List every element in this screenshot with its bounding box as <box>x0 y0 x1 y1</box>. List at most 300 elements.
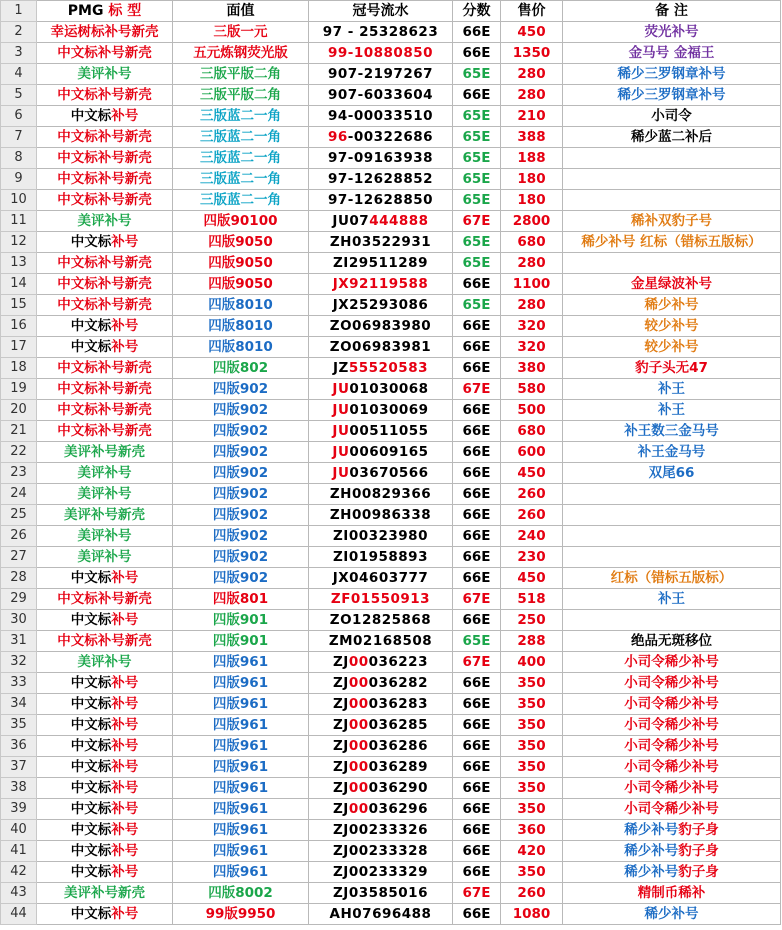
cell-serial[interactable] <box>309 652 453 673</box>
cell-serial[interactable] <box>309 169 453 190</box>
cell-serial[interactable] <box>309 43 453 64</box>
cell-face-value[interactable] <box>173 841 309 862</box>
row-number[interactable]: 39 <box>1 799 37 820</box>
cell-note[interactable] <box>563 757 781 778</box>
cell-price[interactable] <box>501 673 563 694</box>
cell-type[interactable] <box>37 736 173 757</box>
cell-serial[interactable] <box>309 820 453 841</box>
cell-note[interactable] <box>563 169 781 190</box>
cell-note[interactable] <box>563 337 781 358</box>
cell-serial[interactable] <box>309 484 453 505</box>
cell-serial[interactable] <box>309 547 453 568</box>
cell-score[interactable] <box>453 64 501 85</box>
cell-score[interactable] <box>453 295 501 316</box>
cell-score[interactable] <box>453 211 501 232</box>
cell-serial[interactable] <box>309 400 453 421</box>
cell-price[interactable] <box>501 358 563 379</box>
cell-price[interactable] <box>501 883 563 904</box>
row-number[interactable]: 9 <box>1 169 37 190</box>
cell-serial[interactable] <box>309 85 453 106</box>
cell-score[interactable] <box>453 190 501 211</box>
cell-note[interactable] <box>563 841 781 862</box>
cell-type[interactable] <box>37 22 173 43</box>
row-number[interactable]: 4 <box>1 64 37 85</box>
row-number[interactable]: 35 <box>1 715 37 736</box>
cell-type[interactable] <box>37 148 173 169</box>
cell-note[interactable] <box>563 295 781 316</box>
cell-type[interactable] <box>37 232 173 253</box>
cell-face-value[interactable] <box>173 106 309 127</box>
cell-face-value[interactable] <box>173 22 309 43</box>
cell-score[interactable] <box>453 232 501 253</box>
cell-type[interactable] <box>37 547 173 568</box>
row-number[interactable]: 14 <box>1 274 37 295</box>
row-number[interactable]: 36 <box>1 736 37 757</box>
cell-note[interactable] <box>563 274 781 295</box>
cell-type[interactable] <box>37 337 173 358</box>
cell-price[interactable] <box>501 736 563 757</box>
row-number[interactable]: 44 <box>1 904 37 925</box>
cell-score[interactable] <box>453 379 501 400</box>
cell-serial[interactable] <box>309 841 453 862</box>
cell-type[interactable] <box>37 295 173 316</box>
row-number[interactable]: 33 <box>1 673 37 694</box>
cell-type[interactable] <box>37 883 173 904</box>
cell-note[interactable] <box>563 463 781 484</box>
cell-face-value[interactable] <box>173 904 309 925</box>
cell-score[interactable] <box>453 274 501 295</box>
cell-price[interactable] <box>501 211 563 232</box>
row-number[interactable]: 2 <box>1 22 37 43</box>
row-number[interactable]: 3 <box>1 43 37 64</box>
row-number[interactable]: 6 <box>1 106 37 127</box>
row-number[interactable]: 42 <box>1 862 37 883</box>
cell-serial[interactable] <box>309 778 453 799</box>
cell-face-value[interactable] <box>173 631 309 652</box>
cell-price[interactable] <box>501 190 563 211</box>
cell-face-value[interactable] <box>173 715 309 736</box>
cell-face-value[interactable] <box>173 190 309 211</box>
cell-serial[interactable] <box>309 190 453 211</box>
cell-serial[interactable] <box>309 316 453 337</box>
cell-face-value[interactable] <box>173 883 309 904</box>
cell-price[interactable] <box>501 106 563 127</box>
cell-score[interactable] <box>453 421 501 442</box>
cell-price[interactable] <box>501 715 563 736</box>
cell-serial[interactable] <box>309 862 453 883</box>
cell-note[interactable] <box>563 64 781 85</box>
cell-serial[interactable] <box>309 694 453 715</box>
cell-price[interactable] <box>501 127 563 148</box>
cell-note[interactable] <box>563 505 781 526</box>
cell-serial[interactable] <box>309 904 453 925</box>
row-number[interactable]: 27 <box>1 547 37 568</box>
cell-type[interactable] <box>37 85 173 106</box>
cell-price[interactable] <box>501 778 563 799</box>
cell-score[interactable] <box>453 358 501 379</box>
cell-note[interactable] <box>563 484 781 505</box>
row-number[interactable]: 24 <box>1 484 37 505</box>
cell-serial[interactable] <box>309 421 453 442</box>
cell-type[interactable] <box>37 505 173 526</box>
cell-serial[interactable] <box>309 799 453 820</box>
cell-price[interactable] <box>501 631 563 652</box>
cell-serial[interactable] <box>309 64 453 85</box>
cell-note[interactable] <box>563 883 781 904</box>
cell-price[interactable] <box>501 568 563 589</box>
cell-score[interactable] <box>453 736 501 757</box>
row-number[interactable]: 17 <box>1 337 37 358</box>
cell-serial[interactable] <box>309 463 453 484</box>
cell-price[interactable] <box>501 64 563 85</box>
cell-type[interactable] <box>37 43 173 64</box>
cell-type[interactable] <box>37 799 173 820</box>
cell-price[interactable] <box>501 295 563 316</box>
cell-score[interactable] <box>453 694 501 715</box>
cell-face-value[interactable] <box>173 736 309 757</box>
cell-note[interactable] <box>563 211 781 232</box>
row-number[interactable]: 34 <box>1 694 37 715</box>
cell-face-value[interactable] <box>173 484 309 505</box>
cell-note[interactable] <box>563 442 781 463</box>
cell-face-value[interactable] <box>173 778 309 799</box>
cell-note[interactable] <box>563 547 781 568</box>
cell-price[interactable] <box>501 694 563 715</box>
cell-serial[interactable] <box>309 379 453 400</box>
cell-face-value[interactable] <box>173 589 309 610</box>
cell-face-value[interactable] <box>173 547 309 568</box>
cell-score[interactable] <box>453 127 501 148</box>
cell-note[interactable] <box>563 715 781 736</box>
cell-serial[interactable] <box>309 232 453 253</box>
cell-price[interactable] <box>501 589 563 610</box>
cell-score[interactable] <box>453 757 501 778</box>
cell-type[interactable] <box>37 631 173 652</box>
cell-type[interactable] <box>37 610 173 631</box>
row-number[interactable]: 31 <box>1 631 37 652</box>
cell-price[interactable] <box>501 904 563 925</box>
header-serial[interactable]: 冠号流水 <box>309 1 453 22</box>
row-number[interactable]: 18 <box>1 358 37 379</box>
cell-type[interactable] <box>37 484 173 505</box>
header-face-value[interactable]: 面值 <box>173 1 309 22</box>
row-number[interactable]: 19 <box>1 379 37 400</box>
cell-score[interactable] <box>453 484 501 505</box>
cell-note[interactable] <box>563 400 781 421</box>
cell-score[interactable] <box>453 169 501 190</box>
row-number[interactable]: 10 <box>1 190 37 211</box>
cell-score[interactable] <box>453 904 501 925</box>
cell-face-value[interactable] <box>173 274 309 295</box>
cell-note[interactable] <box>563 85 781 106</box>
cell-face-value[interactable] <box>173 400 309 421</box>
row-number[interactable]: 11 <box>1 211 37 232</box>
cell-type[interactable] <box>37 463 173 484</box>
cell-face-value[interactable] <box>173 358 309 379</box>
cell-serial[interactable] <box>309 442 453 463</box>
cell-note[interactable] <box>563 22 781 43</box>
cell-face-value[interactable] <box>173 694 309 715</box>
row-number[interactable]: 26 <box>1 526 37 547</box>
cell-score[interactable] <box>453 148 501 169</box>
row-number[interactable]: 5 <box>1 85 37 106</box>
row-number[interactable]: 12 <box>1 232 37 253</box>
cell-note[interactable] <box>563 589 781 610</box>
cell-serial[interactable] <box>309 148 453 169</box>
cell-note[interactable] <box>563 694 781 715</box>
cell-type[interactable] <box>37 526 173 547</box>
cell-face-value[interactable] <box>173 610 309 631</box>
cell-note[interactable] <box>563 148 781 169</box>
cell-face-value[interactable] <box>173 232 309 253</box>
cell-type[interactable] <box>37 169 173 190</box>
row-number[interactable]: 28 <box>1 568 37 589</box>
cell-score[interactable] <box>453 547 501 568</box>
cell-serial[interactable] <box>309 253 453 274</box>
cell-price[interactable] <box>501 484 563 505</box>
cell-price[interactable] <box>501 421 563 442</box>
cell-price[interactable] <box>501 379 563 400</box>
cell-price[interactable] <box>501 526 563 547</box>
cell-face-value[interactable] <box>173 673 309 694</box>
cell-price[interactable] <box>501 463 563 484</box>
cell-price[interactable] <box>501 862 563 883</box>
cell-type[interactable] <box>37 190 173 211</box>
row-number[interactable]: 41 <box>1 841 37 862</box>
row-number[interactable]: 7 <box>1 127 37 148</box>
cell-serial[interactable] <box>309 589 453 610</box>
cell-note[interactable] <box>563 127 781 148</box>
cell-face-value[interactable] <box>173 85 309 106</box>
cell-serial[interactable] <box>309 568 453 589</box>
cell-note[interactable] <box>563 820 781 841</box>
cell-score[interactable] <box>453 337 501 358</box>
cell-face-value[interactable] <box>173 211 309 232</box>
cell-score[interactable] <box>453 85 501 106</box>
cell-type[interactable] <box>37 211 173 232</box>
cell-face-value[interactable] <box>173 862 309 883</box>
cell-score[interactable] <box>453 568 501 589</box>
cell-note[interactable] <box>563 799 781 820</box>
cell-price[interactable] <box>501 841 563 862</box>
cell-type[interactable] <box>37 904 173 925</box>
cell-face-value[interactable] <box>173 295 309 316</box>
cell-score[interactable] <box>453 799 501 820</box>
cell-note[interactable] <box>563 736 781 757</box>
cell-score[interactable] <box>453 106 501 127</box>
cell-serial[interactable] <box>309 631 453 652</box>
row-number[interactable]: 15 <box>1 295 37 316</box>
cell-type[interactable] <box>37 64 173 85</box>
row-number[interactable]: 23 <box>1 463 37 484</box>
cell-serial[interactable] <box>309 673 453 694</box>
cell-score[interactable] <box>453 862 501 883</box>
cell-type[interactable] <box>37 253 173 274</box>
row-number[interactable]: 13 <box>1 253 37 274</box>
cell-score[interactable] <box>453 820 501 841</box>
cell-serial[interactable] <box>309 505 453 526</box>
cell-price[interactable] <box>501 22 563 43</box>
cell-price[interactable] <box>501 43 563 64</box>
cell-type[interactable] <box>37 862 173 883</box>
cell-type[interactable] <box>37 379 173 400</box>
cell-serial[interactable] <box>309 358 453 379</box>
cell-score[interactable] <box>453 610 501 631</box>
cell-type[interactable] <box>37 400 173 421</box>
cell-type[interactable] <box>37 589 173 610</box>
cell-face-value[interactable] <box>173 757 309 778</box>
cell-serial[interactable] <box>309 526 453 547</box>
cell-note[interactable] <box>563 253 781 274</box>
cell-type[interactable] <box>37 358 173 379</box>
cell-face-value[interactable] <box>173 316 309 337</box>
cell-score[interactable] <box>453 652 501 673</box>
row-number[interactable]: 8 <box>1 148 37 169</box>
cell-serial[interactable] <box>309 715 453 736</box>
cell-note[interactable] <box>563 862 781 883</box>
cell-price[interactable] <box>501 85 563 106</box>
cell-price[interactable] <box>501 820 563 841</box>
cell-serial[interactable] <box>309 211 453 232</box>
row-number[interactable]: 32 <box>1 652 37 673</box>
cell-note[interactable] <box>563 421 781 442</box>
cell-score[interactable] <box>453 883 501 904</box>
cell-price[interactable] <box>501 316 563 337</box>
cell-note[interactable] <box>563 190 781 211</box>
cell-face-value[interactable] <box>173 337 309 358</box>
cell-face-value[interactable] <box>173 64 309 85</box>
cell-note[interactable] <box>563 358 781 379</box>
cell-note[interactable] <box>563 673 781 694</box>
cell-face-value[interactable] <box>173 652 309 673</box>
cell-face-value[interactable] <box>173 442 309 463</box>
cell-face-value[interactable] <box>173 127 309 148</box>
row-number[interactable]: 40 <box>1 820 37 841</box>
cell-face-value[interactable] <box>173 253 309 274</box>
cell-serial[interactable] <box>309 295 453 316</box>
cell-price[interactable] <box>501 253 563 274</box>
cell-score[interactable] <box>453 400 501 421</box>
cell-score[interactable] <box>453 43 501 64</box>
cell-price[interactable] <box>501 442 563 463</box>
cell-score[interactable] <box>453 463 501 484</box>
cell-serial[interactable] <box>309 610 453 631</box>
header-price[interactable]: 售价 <box>501 1 563 22</box>
cell-serial[interactable] <box>309 22 453 43</box>
cell-price[interactable] <box>501 337 563 358</box>
cell-note[interactable] <box>563 610 781 631</box>
cell-price[interactable] <box>501 547 563 568</box>
cell-face-value[interactable] <box>173 505 309 526</box>
cell-price[interactable] <box>501 610 563 631</box>
cell-type[interactable] <box>37 274 173 295</box>
cell-type[interactable] <box>37 820 173 841</box>
cell-serial[interactable] <box>309 883 453 904</box>
cell-serial[interactable] <box>309 337 453 358</box>
cell-type[interactable] <box>37 694 173 715</box>
cell-face-value[interactable] <box>173 526 309 547</box>
cell-price[interactable] <box>501 169 563 190</box>
row-number[interactable]: 37 <box>1 757 37 778</box>
cell-score[interactable] <box>453 715 501 736</box>
row-number[interactable]: 16 <box>1 316 37 337</box>
cell-note[interactable] <box>563 652 781 673</box>
row-number[interactable]: 29 <box>1 589 37 610</box>
cell-score[interactable] <box>453 442 501 463</box>
cell-note[interactable] <box>563 106 781 127</box>
cell-face-value[interactable] <box>173 43 309 64</box>
header-type[interactable]: PMG 标 型 <box>37 1 173 22</box>
cell-face-value[interactable] <box>173 421 309 442</box>
cell-note[interactable] <box>563 232 781 253</box>
cell-serial[interactable] <box>309 736 453 757</box>
cell-face-value[interactable] <box>173 169 309 190</box>
cell-price[interactable] <box>501 400 563 421</box>
row-number[interactable]: 30 <box>1 610 37 631</box>
row-number[interactable]: 20 <box>1 400 37 421</box>
row-number[interactable]: 22 <box>1 442 37 463</box>
cell-face-value[interactable] <box>173 568 309 589</box>
cell-score[interactable] <box>453 316 501 337</box>
cell-type[interactable] <box>37 652 173 673</box>
row-number[interactable]: 21 <box>1 421 37 442</box>
cell-score[interactable] <box>453 22 501 43</box>
cell-face-value[interactable] <box>173 148 309 169</box>
cell-note[interactable] <box>563 316 781 337</box>
cell-score[interactable] <box>453 673 501 694</box>
cell-note[interactable] <box>563 43 781 64</box>
cell-note[interactable] <box>563 904 781 925</box>
cell-score[interactable] <box>453 589 501 610</box>
cell-price[interactable] <box>501 232 563 253</box>
cell-score[interactable] <box>453 253 501 274</box>
cell-serial[interactable] <box>309 106 453 127</box>
row-number[interactable]: 25 <box>1 505 37 526</box>
cell-type[interactable] <box>37 568 173 589</box>
cell-note[interactable] <box>563 526 781 547</box>
header-score[interactable]: 分数 <box>453 1 501 22</box>
cell-type[interactable] <box>37 673 173 694</box>
cell-serial[interactable] <box>309 274 453 295</box>
cell-note[interactable] <box>563 568 781 589</box>
cell-type[interactable] <box>37 316 173 337</box>
cell-price[interactable] <box>501 505 563 526</box>
cell-type[interactable] <box>37 757 173 778</box>
cell-price[interactable] <box>501 148 563 169</box>
cell-score[interactable] <box>453 631 501 652</box>
cell-serial[interactable] <box>309 127 453 148</box>
header-note[interactable]: 备 注 <box>563 1 781 22</box>
cell-type[interactable] <box>37 442 173 463</box>
row-number[interactable]: 43 <box>1 883 37 904</box>
cell-score[interactable] <box>453 505 501 526</box>
cell-price[interactable] <box>501 652 563 673</box>
cell-face-value[interactable] <box>173 799 309 820</box>
cell-serial[interactable] <box>309 757 453 778</box>
cell-score[interactable] <box>453 778 501 799</box>
cell-note[interactable] <box>563 631 781 652</box>
cell-face-value[interactable] <box>173 379 309 400</box>
cell-type[interactable] <box>37 127 173 148</box>
cell-price[interactable] <box>501 757 563 778</box>
cell-face-value[interactable] <box>173 820 309 841</box>
cell-score[interactable] <box>453 526 501 547</box>
cell-type[interactable] <box>37 715 173 736</box>
cell-price[interactable] <box>501 274 563 295</box>
row-number[interactable]: 1 <box>1 1 37 22</box>
cell-score[interactable] <box>453 841 501 862</box>
cell-face-value[interactable] <box>173 463 309 484</box>
